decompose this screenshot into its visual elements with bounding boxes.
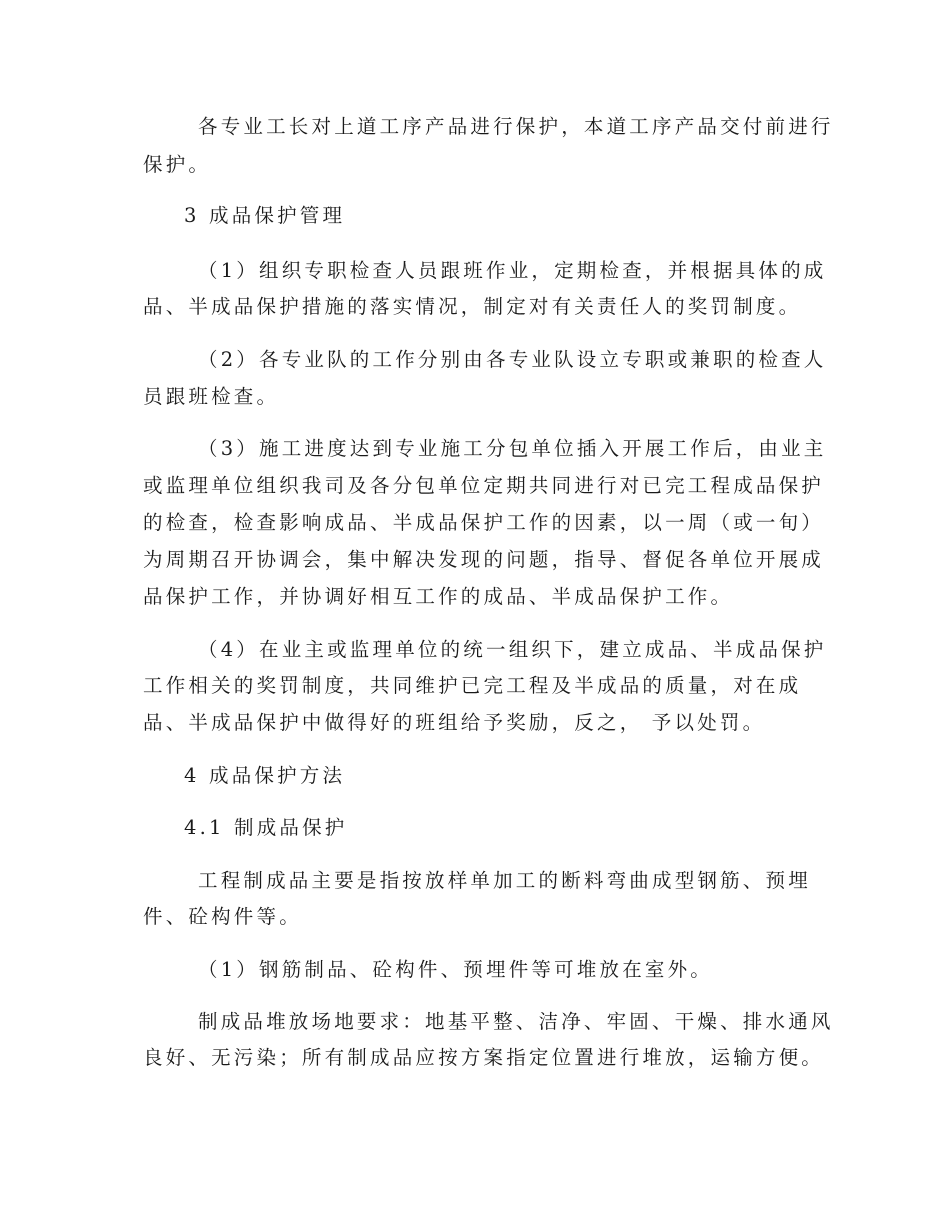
paragraph-line: 员跟班检查。 [143,385,280,408]
section-heading: 3 成品保护管理 [184,204,346,227]
paragraph-line: 为周期召开协调会，集中解决发现的问题，指导、督促各单位开展成 [143,548,825,571]
paragraph-line: 工程制成品主要是指按放样单加工的断料弯曲成型钢筋、预埋 [198,869,811,892]
paragraph-line: 制成品堆放场地要求：地基平整、洁净、牢固、干燥、排水通风 [198,1010,834,1033]
paragraph-line: （1）组织专职检查人员跟班作业，定期检查，并根据具体的成 [198,259,827,282]
paragraph-line: 件、砼构件等。 [143,905,302,928]
subsection-heading: 4.1 制成品保护 [184,816,348,839]
paragraph-line: 工作相关的奖罚制度，共同维护已完工程及半成品的质量，对在成 [143,674,802,697]
paragraph-line: 的检查，检查影响成品、半成品保护工作的因素，以一周（或一旬） [143,511,825,534]
paragraph-line: 品、半成品保护措施的落实情况，制定对有关责任人的奖罚制度。 [143,295,802,318]
paragraph-line: （1）钢筋制品、砼构件、预埋件等可堆放在室外。 [198,958,714,981]
paragraph-line: 良好、无污染；所有制成品应按方案指定位置进行堆放，运输方便。 [143,1046,825,1069]
paragraph-line: 保护。 [143,153,212,176]
paragraph-line: 品、半成品保护中做得好的班组给予奖励，反之， 予以处罚。 [143,711,766,734]
section-heading: 4 成品保护方法 [184,764,346,787]
paragraph-line: （2）各专业队的工作分别由各专业队设立专职或兼职的检查人 [198,348,827,371]
paragraph-line: 或监理单位组织我司及各分包单位定期共同进行对已完工程成品保护 [143,474,825,497]
paragraph-line: 品保护工作，并协调好相互工作的成品、半成品保护工作。 [143,585,734,608]
paragraph-line: 各专业工长对上道工序产品进行保护，本道工序产品交付前进行 [198,115,834,138]
paragraph-line: （4）在业主或监理单位的统一组织下，建立成品、半成品保护 [198,638,827,661]
paragraph-line: （3）施工进度达到专业施工分包单位插入开展工作后，由业主 [198,437,827,460]
